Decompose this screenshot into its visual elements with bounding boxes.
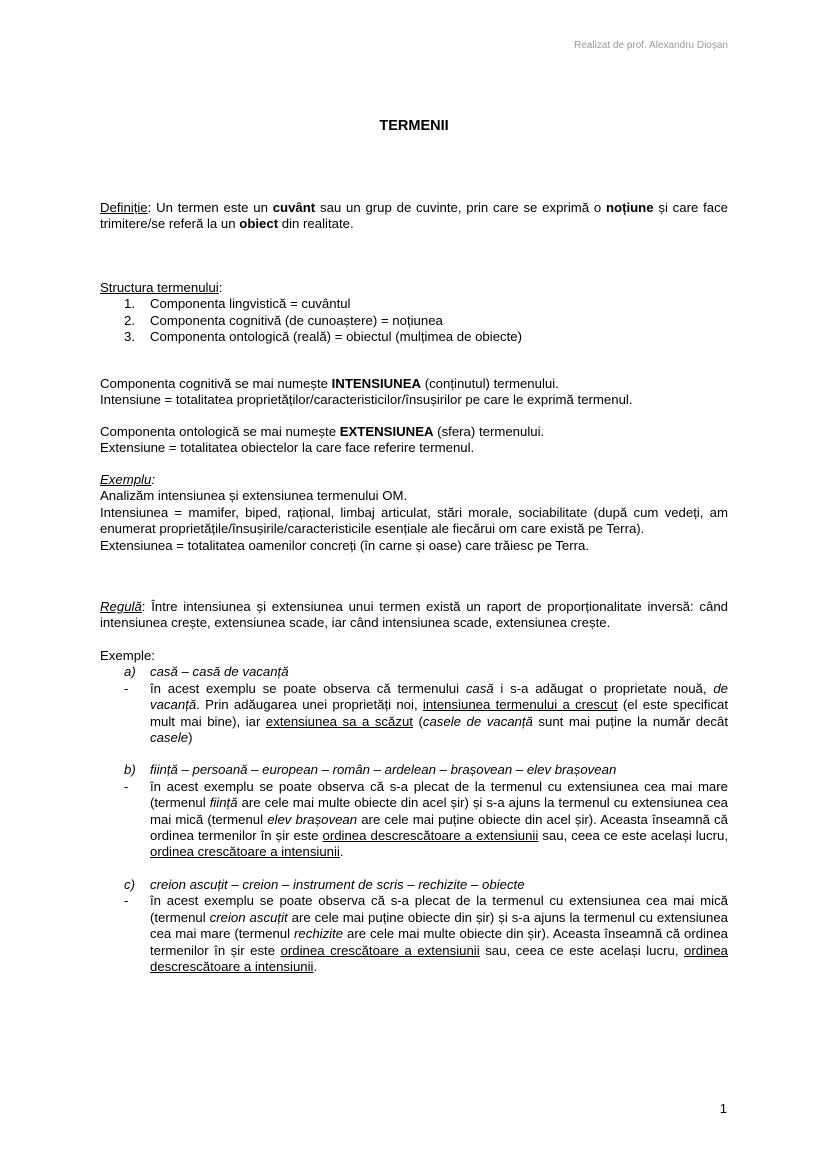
page-title: TERMENII bbox=[379, 118, 449, 134]
bullet-dash: - bbox=[124, 680, 129, 696]
list-item-number: 2. bbox=[124, 312, 135, 328]
rule-paragraph bbox=[100, 599, 728, 632]
intension-text: (conținutul) termenului. bbox=[421, 376, 559, 391]
definition-text: : Un termen este un bbox=[147, 200, 273, 215]
example-terms: creion ascuțit – creion – instrument de scris – rechizite – obiecte bbox=[150, 876, 525, 892]
header-author: Realizat de prof. Alexandru Dioșan bbox=[574, 40, 728, 51]
example-item-c bbox=[100, 877, 728, 975]
example-extension: Extensiunea = totalitatea oamenilor concreți (în carne și oase) care trăiesc pe Terra. bbox=[100, 537, 590, 553]
example-line: Analizăm intensiunea și extensiunea termenului OM. bbox=[100, 488, 408, 504]
page-number: 1 bbox=[719, 1101, 727, 1116]
example-explanation: în acest exemplu se poate observa că s-a plecat de la termenul cu extensiunea cea mai mică (termenul creion ascuțit are cele mai puține obiecte din șir) și s-a ajuns la termenul cu extensiunea cea mai mare (termenul rechizite are cele mai multe obiecte din șir). Aceasta înseamnă că ordinea termenilor în șir este ordinea crescătoare a extensiunii sau, ceea ce este același lucru, ordinea descrescătoare a intensiunii. bbox=[150, 893, 729, 974]
example-intension: Intensiunea = mamifer, biped, rațional, limbaj articulat, stări morale, sociabilitate (după cum vedeți, am enumerat proprietățile/însușirile/caracteristicile esențiale ale fiecărui om care există pe Terra). bbox=[100, 504, 728, 537]
intension-bold: INTENSIUNEA bbox=[331, 376, 422, 391]
example-colon: : bbox=[151, 472, 155, 487]
intension-section bbox=[100, 376, 728, 409]
example-item-b bbox=[100, 762, 728, 860]
list-item-text: Componenta cognitivă (de cunoaștere) = noțiunea bbox=[150, 312, 443, 328]
extension-text: Componenta ontologică se mai numește bbox=[100, 424, 340, 439]
list-item bbox=[100, 296, 728, 312]
structure-label: Structura termenului bbox=[100, 280, 219, 295]
definition-paragraph bbox=[100, 200, 728, 233]
extension-bold: EXTENSIUNEA bbox=[339, 424, 434, 439]
bullet-dash: - bbox=[124, 893, 129, 909]
list-item bbox=[100, 329, 728, 345]
definition-label: Definiție bbox=[100, 200, 148, 215]
example-explanation: în acest exemplu se poate observa că termenului casă i s-a adăugat o proprietate nouă, de vacanță. Prin adăugarea unei proprietăți noi, intensiunea termenului a crescut (el este specificat mult mai bine), iar extensiunea sa a scăzut (casele de vacanță sunt mai puține la număr decât casele) bbox=[150, 680, 729, 746]
definition-bold-word: cuvânt bbox=[272, 200, 316, 215]
extension-section bbox=[100, 424, 728, 457]
definition-bold-notion: noțiune bbox=[605, 200, 654, 215]
bullet-dash: - bbox=[124, 778, 129, 794]
example-terms: ființă – persoană – european – român – ardelean – brașovean – elev brașovean bbox=[150, 762, 617, 778]
list-item bbox=[100, 313, 728, 329]
definition-bold-object: obiect bbox=[239, 216, 279, 232]
structure-colon: : bbox=[218, 280, 223, 295]
examples-section bbox=[100, 648, 728, 975]
rule-label: Regulă bbox=[100, 599, 142, 614]
rule-text: : Între intensiunea și extensiunea unui termen există un raport de proporționalitate inversă: când intensiunea crește, extensiunea scade, iar când intensiunea scade, extensiunea crește. bbox=[100, 599, 728, 631]
example-section bbox=[100, 472, 728, 554]
example-letter: c) bbox=[124, 876, 135, 892]
example-explanation: în acest exemplu se poate observa că s-a plecat de la termenul cu extensiunea cea mai mare (termenul ființă are cele mai multe obiecte din acel șir) și s-a ajuns la termenul cu extensiunea cea mai mică (termenul elev brașovean are cele mai puține obiecte din acel șir). Aceasta înseamnă că ordinea termenilor în șir este ordinea descrescătoare a extensiunii sau, ceea ce este același lucru, ordinea crescătoare a intensiunii. bbox=[150, 778, 728, 860]
examples-label: Exemple: bbox=[100, 648, 155, 663]
definition-text: și care face trimitere/se referă la un bbox=[100, 200, 728, 232]
example-letter: a) bbox=[124, 664, 136, 680]
example-terms: casă – casă de vacanță bbox=[150, 664, 289, 680]
intension-text: Componenta cognitivă se mai numește bbox=[100, 376, 332, 391]
example-letter: b) bbox=[124, 762, 136, 778]
list-item-text: Componenta lingvistică = cuvântul bbox=[150, 296, 351, 312]
list-item-number: 3. bbox=[124, 329, 135, 345]
extension-text: (sfera) termenului. bbox=[433, 424, 545, 439]
definition-text: din realitate. bbox=[278, 216, 354, 232]
extension-definition: Extensiune = totalitatea obiectelor la care face referire termenul. bbox=[100, 440, 475, 456]
example-label: Exemplu bbox=[100, 472, 152, 487]
example-item-a bbox=[100, 664, 728, 746]
list-item-number: 1. bbox=[124, 296, 135, 312]
structure-section bbox=[100, 280, 728, 346]
definition-text: sau un grup de cuvinte, prin care se exprimă o bbox=[315, 200, 606, 215]
list-item-text: Componenta ontologică (reală) = obiectul (mulțimea de obiecte) bbox=[150, 329, 523, 345]
intension-definition: Intensiune = totalitatea proprietăților/caracteristicilor/însușirilor pe care le exprimă termenul. bbox=[100, 392, 633, 408]
